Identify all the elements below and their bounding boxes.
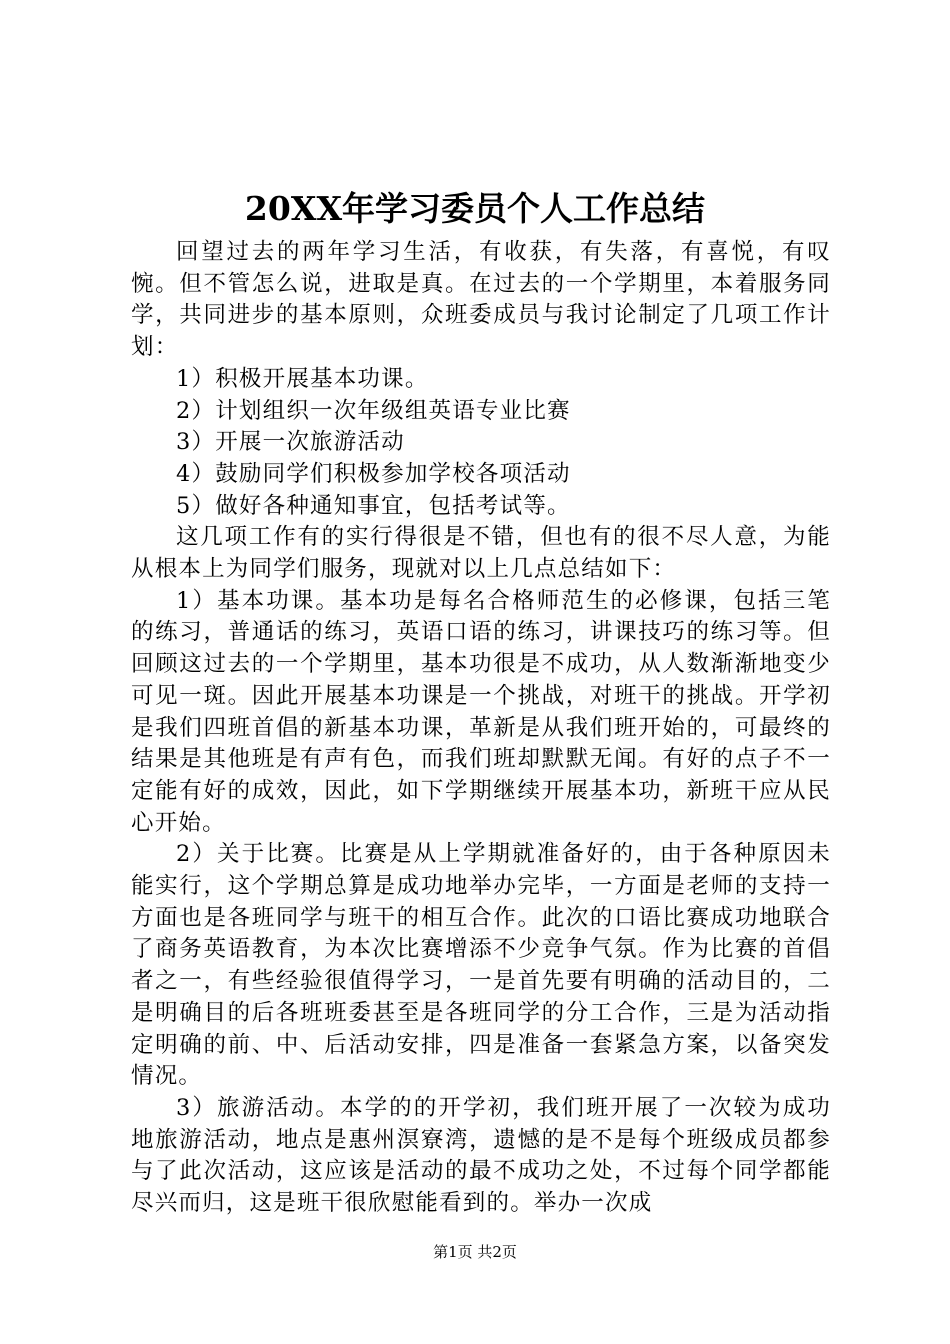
- plan-item-4: 4）鼓励同学们积极参加学校各项活动: [176, 460, 571, 487]
- travel-activity-paragraph: 3）旅游活动。本学的的开学初，我们班开展了一次较为成功地旅游活动，地点是惠州溟寮湾，遗憾的是不是每个班级成员都参与了此次活动，这应该是活动的最不成功之处，不过每个同学都能尽兴而归，这是班干很欣慰能看到的。举办一次成: [131, 1094, 831, 1217]
- basic-skills-paragraph: 1）基本功课。基本功是每名合格师范生的必修课，包括三笔的练习，普通话的练习，英语口语的练习，讲课技巧的练习等。但回顾这过去的一个学期里，基本功很是不成功，从人数渐渐地变少可见一斑。因此开展基本功课是一个挑战，对班干的挑战。开学初是我们四班首倡的新基本功课，革新是从我们班开始的，可最终的结果是其他班是有声有色，而我们班却默默无闻。有好的点子不一定能有好的成效，因此，如下学期继续开展基本功，新班干应从民心开始。: [131, 587, 831, 836]
- document-title: 20XX年学习委员个人工作总结: [244, 189, 706, 228]
- page-number-footer: 第1页 共2页: [433, 1243, 517, 1261]
- competition-paragraph: 2）关于比赛。比赛是从上学期就准备好的，由于各种原因未能实行，这个学期总算是成功地举办完毕，一方面是老师的支持一方面也是各班同学与班干的相互合作。此次的口语比赛成功地联合了商务英语教育，为本次比赛增添不少竞争气氛。作为比赛的首倡者之一，有些经验很值得学习，一是首先要有明确的活动目的，二是明确目的后各班班委甚至是各班同学的分工合作，三是为活动指定明确的前、中、后活动安排，四是准备一套紧急方案，以备突发情况。: [131, 841, 831, 1090]
- intro-paragraph: 回望过去的两年学习生活，有收获，有失落，有喜悦，有叹惋。但不管怎么说，进取是真。在过去的一个学期里，本着服务同学，共同进步的基本原则，众班委成员与我讨论制定了几项工作计划：: [131, 239, 831, 361]
- plan-item-3: 3）开展一次旅游活动: [176, 429, 405, 456]
- document-body: [131, 237, 831, 1220]
- plan-item-1: 1）积极开展基本功课。: [176, 365, 429, 392]
- plan-item-5: 5）做好各种通知事宜，包括考试等。: [176, 492, 571, 519]
- summary-intro-paragraph: 这几项工作有的实行得很是不错，但也有的很不尽人意，为能从根本上为同学们服务，现就对以上几点总结如下：: [131, 524, 831, 583]
- plan-item-2: 2）计划组织一次年级组英语专业比赛: [176, 397, 571, 424]
